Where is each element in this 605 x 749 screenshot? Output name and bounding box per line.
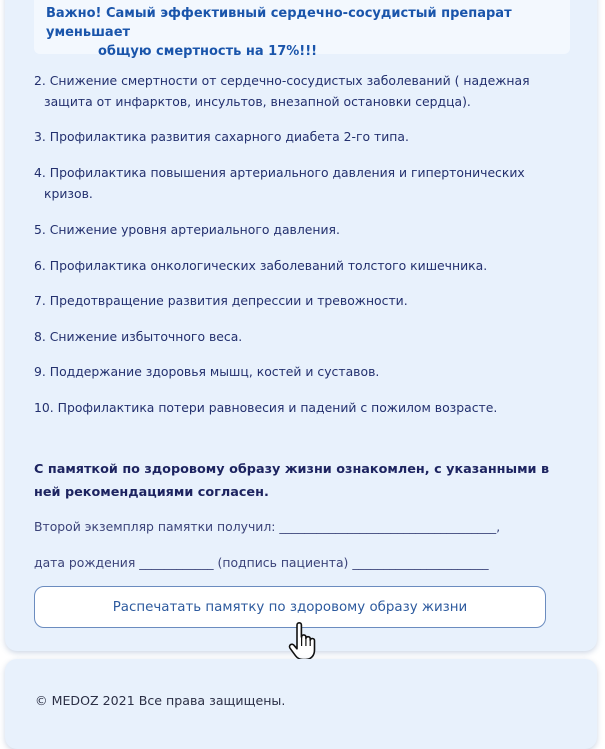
list-item-text: 7. Предотвращение развития депрессии и тревожности. xyxy=(34,293,408,308)
list-item xyxy=(34,361,564,382)
list-item-text: 2. Снижение смертности от сердечно-сосудистых заболеваний ( надежная xyxy=(34,73,530,88)
list-item-text: 4. Профилактика повышения артериального давления и гипертонических xyxy=(34,165,525,180)
notice-line-1: Важно! Самый эффективный сердечно-сосудистый препарат уменьшает xyxy=(46,6,512,40)
birth-date-signature-line: дата рождения ____________ (подпись пациента) ______________________ xyxy=(34,555,489,570)
list-item xyxy=(34,70,564,112)
list-item-text: 10. Профилактика потери равновесия и падений с пожилом возрасте. xyxy=(34,400,498,415)
acknowledgement-text: С памяткой по здоровому образу жизни ознакомлен, с указанными в ней рекомендациями согласен. xyxy=(34,462,550,500)
list-item xyxy=(34,397,564,418)
list-item-continuation: защита от инфарктов, инсультов, внезапной остановки сердца). xyxy=(44,94,471,109)
notice-line-2: общую смертность на 17%!!! xyxy=(98,44,318,59)
list-item-text: 5. Снижение уровня артериального давления. xyxy=(34,222,340,237)
list-item-text: 8. Снижение избыточного веса. xyxy=(34,329,243,344)
list-item xyxy=(34,255,564,276)
hand-pointer-icon xyxy=(286,622,320,662)
list-item xyxy=(34,162,564,204)
print-memo-button[interactable]: Распечатать памятку по здоровому образу жизни xyxy=(34,586,546,628)
list-item-text: 9. Поддержание здоровья мышц, костей и суставов. xyxy=(34,364,380,379)
copyright-text: © MEDOZ 2021 Все права защищены. xyxy=(35,693,286,708)
list-item xyxy=(34,290,564,311)
second-copy-line: Второй экземпляр памятки получил: ___________________________________, xyxy=(34,519,501,534)
list-item xyxy=(34,326,564,347)
list-item xyxy=(34,219,564,240)
list-item-text: 3. Профилактика развития сахарного диабета 2-го типа. xyxy=(34,129,409,144)
important-notice xyxy=(46,4,566,61)
list-item-text: 6. Профилактика онкологических заболеваний толстого кишечника. xyxy=(34,258,488,273)
list-item-continuation: кризов. xyxy=(44,186,93,201)
list-item xyxy=(34,126,564,147)
